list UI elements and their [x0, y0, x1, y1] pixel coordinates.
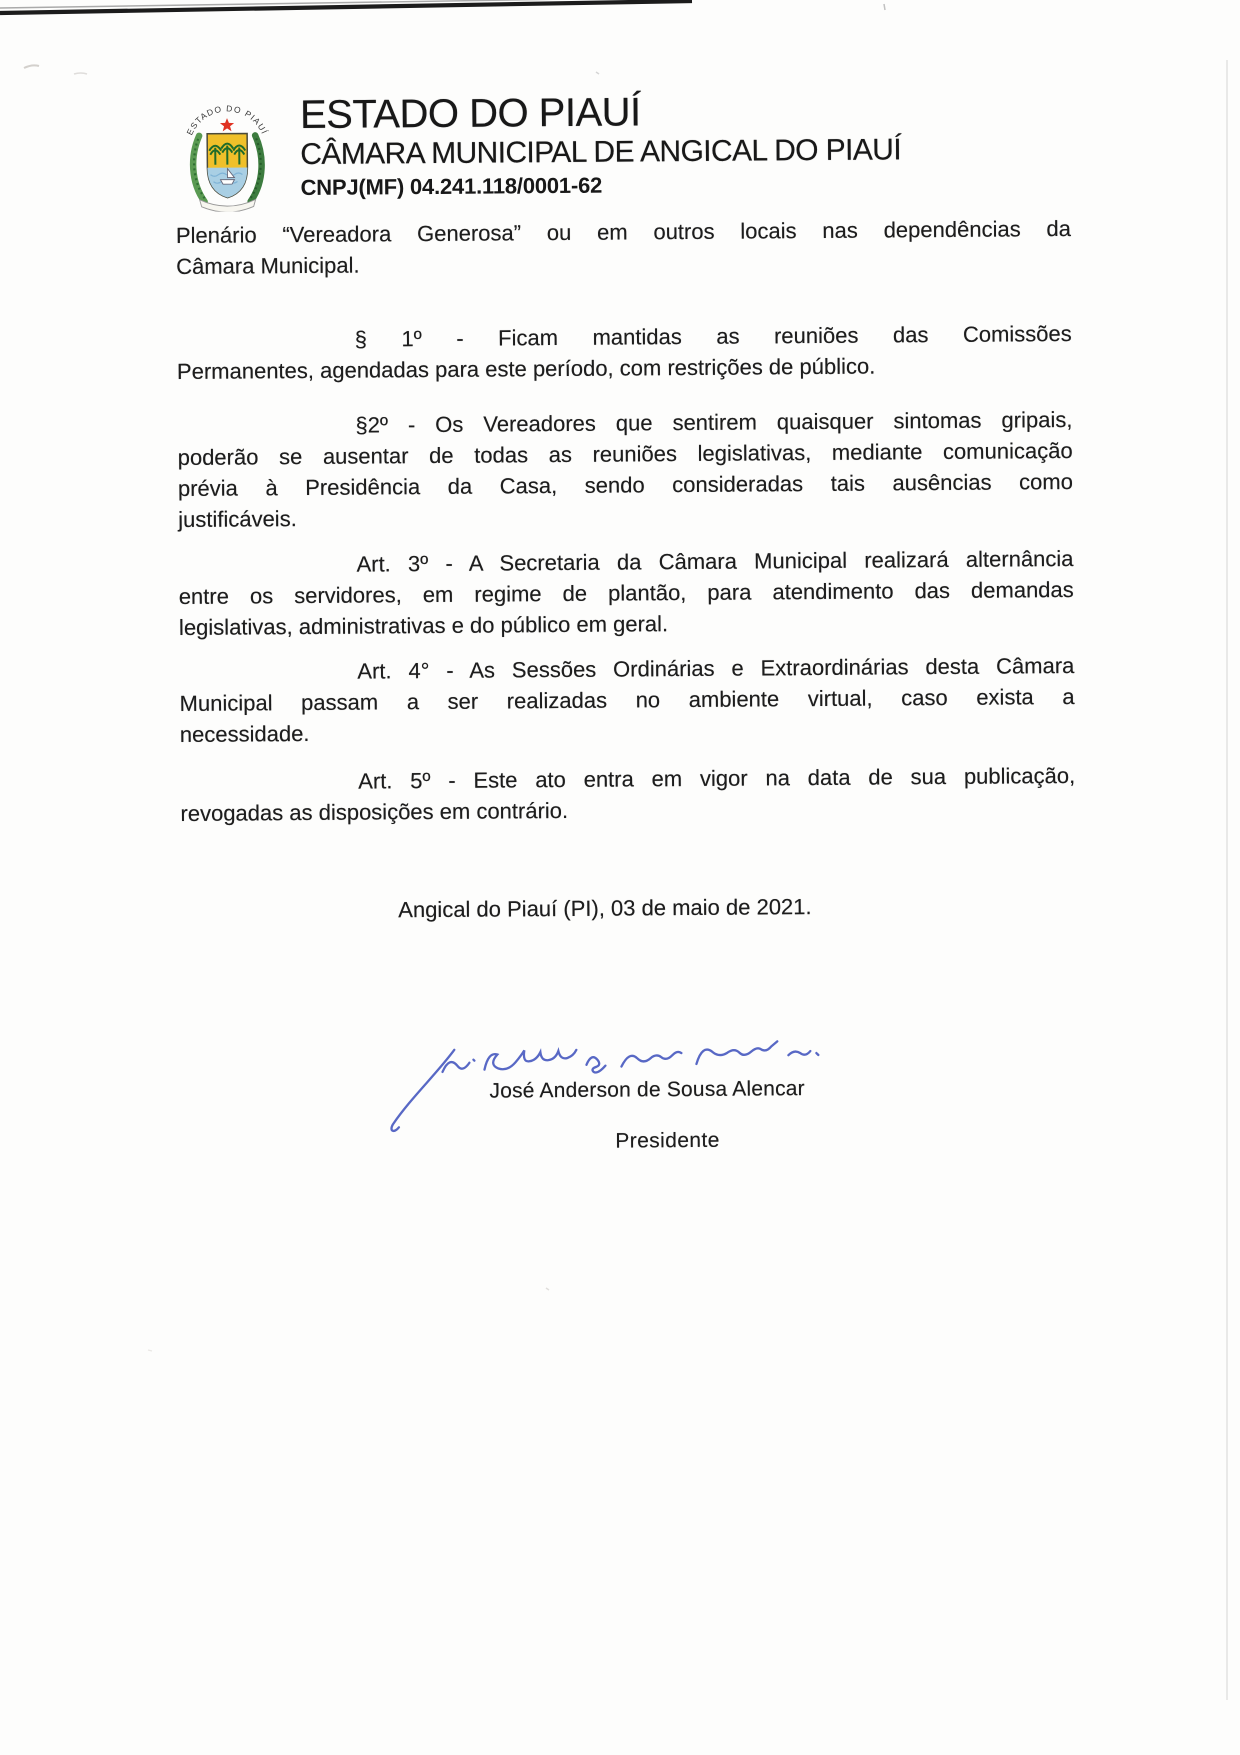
document-line: Art. 3º - A Secretaria da Câmara Municipal realizará alternância: [356, 545, 1074, 577]
document-line: Art. 5º - Este ato entra em vigor na data de sua publicação,: [358, 762, 1076, 794]
document-line: Plenário “Vereadora Generosa” ou em outros locais nas dependências da: [175, 215, 1071, 249]
document-line: Permanentes, agendadas para este período, com restrições de público.: [176, 353, 876, 385]
date-line: Angical do Piauí (PI), 03 de maio de 2021.: [398, 894, 812, 923]
document-line: Câmara Municipal.: [176, 252, 360, 280]
signature-stroke: [473, 1060, 474, 1061]
signer-name: José Anderson de Sousa Alencar: [489, 1077, 805, 1103]
signer-title: Presidente: [615, 1128, 720, 1153]
signature-stroke: [696, 1041, 777, 1064]
signature-stroke: [621, 1052, 681, 1067]
document-line: necessidade.: [179, 720, 310, 748]
document-body: [176, 213, 1077, 927]
signature-stroke: [484, 1050, 576, 1070]
header-state-title: ESTADO DO PIAUÍ: [299, 90, 641, 138]
document-line: Art. 4° - As Sessões Ordinárias e Extraordinárias desta Câmara: [357, 652, 1075, 684]
document-line: justificáveis.: [178, 506, 297, 533]
document-line: Municipal passam a ser realizadas no ambiente virtual, caso exista a: [179, 683, 1075, 717]
star-icon: [220, 118, 234, 131]
signature-stroke: [816, 1053, 818, 1055]
header-cnpj: CNPJ(MF) 04.241.118/0001-62: [300, 172, 603, 201]
document-line: §2º - Os Vereadores que sentirem quaisquer sintomas gripais,: [355, 406, 1073, 438]
document-line: legislativas, administrativas e do público em geral.: [178, 611, 669, 641]
document-line: entre os servidores, em regime de plantão, para atendimento das demandas: [178, 576, 1074, 610]
piaui-coat-of-arms-icon: [177, 89, 278, 212]
signature-stroke: [788, 1051, 810, 1055]
document-line: prévia à Presidência da Casa, sendo consideradas tais ausências como: [177, 468, 1073, 502]
document-line: poderão se ausentar de todas as reuniões legislativas, mediante comunicação: [177, 437, 1073, 471]
header-chamber-title: CÂMARA MUNICIPAL DE ANGICAL DO PIAUÍ: [300, 133, 902, 172]
signature-stroke: [586, 1057, 605, 1072]
crest-arc-text: ESTADO DO PIAUÍ: [184, 103, 270, 137]
document-line: revogadas as disposições em contrário.: [180, 797, 569, 827]
crest-ribbon: [200, 199, 256, 212]
document-line: § 1º - Ficam mantidas as reuniões das Comissões: [354, 320, 1072, 352]
signature-stroke: [442, 1062, 469, 1072]
